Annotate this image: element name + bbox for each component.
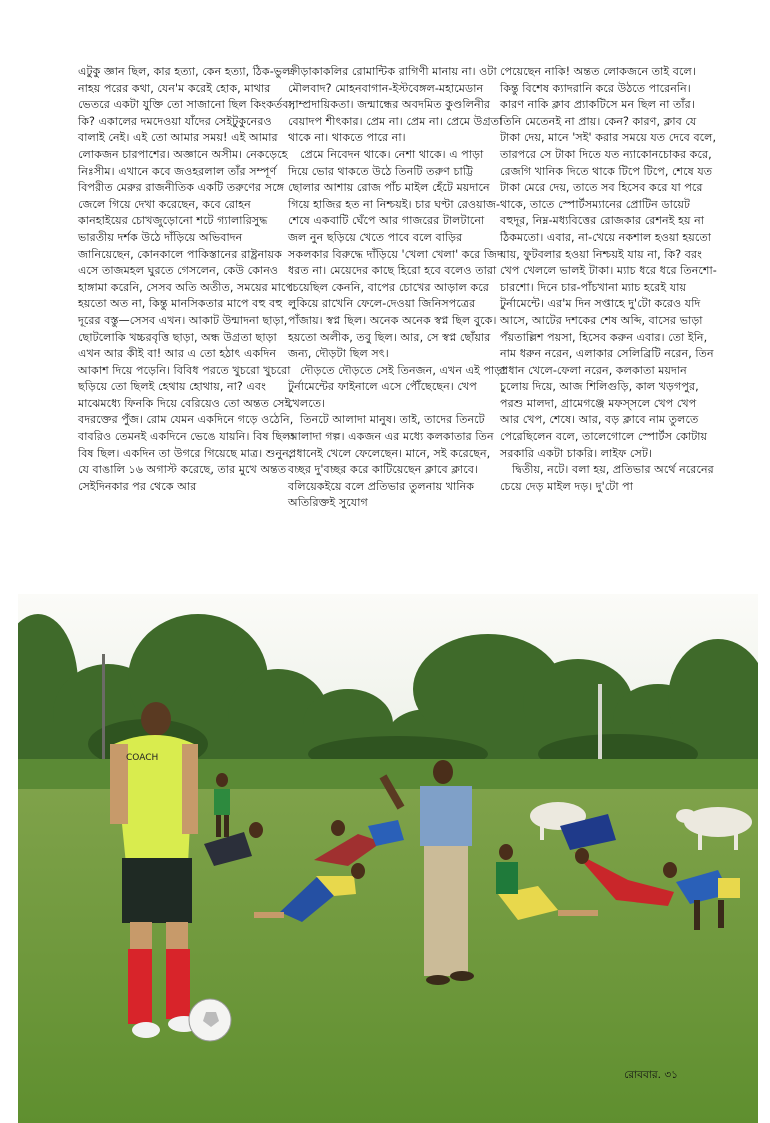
paragraph: দৌড়তে দৌড়তে সেই তিনজন, এখন এই পাড়া টুর্নামেন্টের ফাইনালে এসে পৌঁছেছেন। খেপ খেলতে। [288, 363, 506, 410]
page-folio: রোববার. ৩১ [624, 1069, 678, 1081]
paragraph: তিনটে আলাদা মানুষ। তাই, তাদের তিনটে আলাদা গল্প। একজন এর মধ্যে কলকাতার তিন প্রধানেই খেলে ফেলেছেন। মানে, সই করেছেন, বচ্ছর দু'বচ্ছর করে কাটিয়েছেন ক্লাবে ক্লাবে। বলিয়েকইয়ে বলে প্রতিভার তুলনায় খানিক অতিরিক্তই সুযোগ [288, 413, 494, 510]
coach-shirt-text: COACH [126, 753, 159, 763]
article-column-3 [500, 64, 718, 495]
football-practice-photo [18, 594, 758, 1123]
paragraph: ক্রীড়াকাকলির রোমান্টিক রাগিণী মানায় না। ওটা মৌলবাদ? মোহনবাগান-ইস্টবেঙ্গল-মহামেডান সাম্প্রদায়িকতা। জন্মান্ধের অবদমিত কুণ্ডলিনীর বেয়াদপ শীৎকার। প্রেম না। প্রেম না। প্রেমে উগ্রতা থাকে না। থাকতে পারে না। [288, 65, 503, 145]
paragraph: এটুকু জ্ঞান ছিল, কার হত্যা, কেন হত্যা, ঠিক-ভুল নাহয় পরের কথা, যেন'ম করেই হোক, মাথার ভেতরে একটা যুক্তি তো সাজানো ছিল কিংকর্তব্য, কি? একালের দমদেওয়া যাঁদের সেইটুকুনেরও বালাই নেই। এই তো আমার সময়! এই আমার লোকজন চারপাশের। অজ্ঞানে অসীম। নেকড়েহে নিঃসীম। এখানে কবে জওহরলাল তাঁর সম্পূর্ণ বিপরীত মেরুর রাজনীতিক একটি তরুণের সঙ্গে জেলে গিয়ে দেখা করেছেন, কবে রোহন কানহাইয়ের চোখজুড়োনো শটে গ্যালারিসুদ্ধ ভারতীয় দর্শক উঠে দাঁড়িয়ে অভিবাদন জানিয়েছেন, কোনকালে পাকিস্তানের রাষ্ট্রনায়ক এসে তাজমহল ঘুরতে গেসলেন, কেউ কোনও হাঙ্গামা করেনি, সেসব অতি অতীত, সময়ের মাপে হয়তো অত না, কিন্তু মানসিকতার মাপে বহু বহু দূরের বস্তু—সেসব এখন। আকাট উন্মাদনা ছাড়া, ছোটলোকি খচ্চরবৃত্তি ছাড়া, অন্ধ উগ্রতা ছাড়া এখন আর কীই বা! আর এ তো হঠাৎ একদিন আকাশ দিয়ে পড়েনি। বিবিধ পরতে খুচরো খুচরো ছড়িয়ে তো ছিলই হেথায় হোথায়, না? এবং মাঝেমধ্যে ফিনকি দিয়ে বেরিয়েও তো অন্তত সেই বদরক্তের পুঁজ। রোম যেমন একদিনে গড়ে ওঠেনি, বাবরিও তেমনই একদিনে ভেঙে যায়নি। বিষ ছিল। বিষ ছিল। একদিন তা উগরে গিয়েছে মাত্র। শুনুন, যে বাঙালি ১৬ অগাস্ট করেছে, তার মুখে অন্তত সেইদিনকার পর থেকে আর [78, 65, 296, 493]
article-column-2 [288, 64, 506, 512]
football [189, 999, 231, 1041]
paragraph: প্রেমে নিবেদন থাকে। নেশা থাকে। এ পাড়া দিয়ে ভোর থাকতে উঠে তিনটি তরুণ চাট্টি ছোলার আশায় রোজ পাঁচ মাইল হেঁটে ময়দানে গিয়ে হাজির হত না নিশ্চয়ই। চার ঘণ্টা রেওয়াজ-শেষে একবাটি ঘেঁপে আর গাজরের টালটানো জল নুন ছড়িয়ে খেতে পাবে বলে বাড়ির সকলকার বিরুদ্ধে দাঁড়িয়ে 'খেলা খেলা' করে জিদ ধরত না। মেয়েদের কাছে হিরো হবে বলেও তারা চেয়েছিল কেননি, বাপের চোখের আড়াল করে লুকিয়ে রাখেনি ফেলে-দেওয়া জিনিসপত্রের পাঁজায়। স্বপ্ন ছিল। অনেক অনেক স্বপ্ন ছিল বুকে। হয়তো অলীক, তবু ছিল। আর, সে স্বপ্ন ছোঁয়ার জন্য, দৌড়টা ছিল সৎ। [288, 147, 503, 361]
paragraph: দ্বিতীয়, নটে। বলা হয়, প্রতিভার অর্থে নরেনের চেয়ে দেড় মাইল দড়। দু'টো পা [500, 463, 714, 493]
article-column-1 [78, 64, 296, 495]
paragraph: পেয়েছেন নাকি! অন্তত লোকজনে তাই বলে। কিন্তু বিশেষ ক্যাদরানি করে উঠতে পারেননি। কারণ নাকি ক্লাব প্র্যাকটিসে মন ছিল না তাঁর। তিনি মেতেনই না প্রায়। কেন? কারণ, ক্লাব যে টাকা দেয়, মানে 'সই' করার সময়ে যত দেবে বলে, তারপরে সে টাকা দিতে যত ন্যাকোনচোকর করে, রেজগি খানিক দিতে থাকে টিপে টিপে, শেষে যত টাকা মেরে দেয়, তাতে সব হিসেব করে যা পরে থাকে, তাতে স্পোর্টসম্যানের প্রোটিন ডায়েট বহুদূর, নিম্ন-মধ্যবিত্তের রোজকার রেশনই হয় না ঠিকমতো। এবার, না-খেয়ে নকশাল হওয়া হয়তো যায়, ফুটবলার হওয়া নিশ্চয়ই যায় না, কি? বরং খেপ খেললে ভালই টাকা। ম্যাচ ধরে ধরে তিনশো-চারশো। দিনে চার-পাঁচখানা ম্যাচ হরেই যায় টুর্নামেন্টে। এর'ম দিন সপ্তাহে দু'টো করেও যদি আসে, আটের দশকের শেষ অব্দি, বাসের ভাড়া পঁয়তাল্লিশ পয়সা, হিসেব করুন এবার। তো ইনি, নাম ধরুন নরেন, এলাকার সেলিব্রিটি নরেন, তিন প্রধান খেলে-ফেলা নরেন, কলকাতা ময়দান চুলোয় দিয়ে, আজ শিলিগুড়ি, কাল খড়গপুর, পরশু মালদা, গ্রামেগঞ্জে মফস্সলে খেপ খেপ আর খেপ, শেষে। আর, বড় ক্লাবে নাম তুলতে পেরেছিলেন বলে, তালেগোলে স্পোর্টস কোটায় সরকারি একটা চাকরি। লাইফ সেট। [500, 65, 717, 460]
